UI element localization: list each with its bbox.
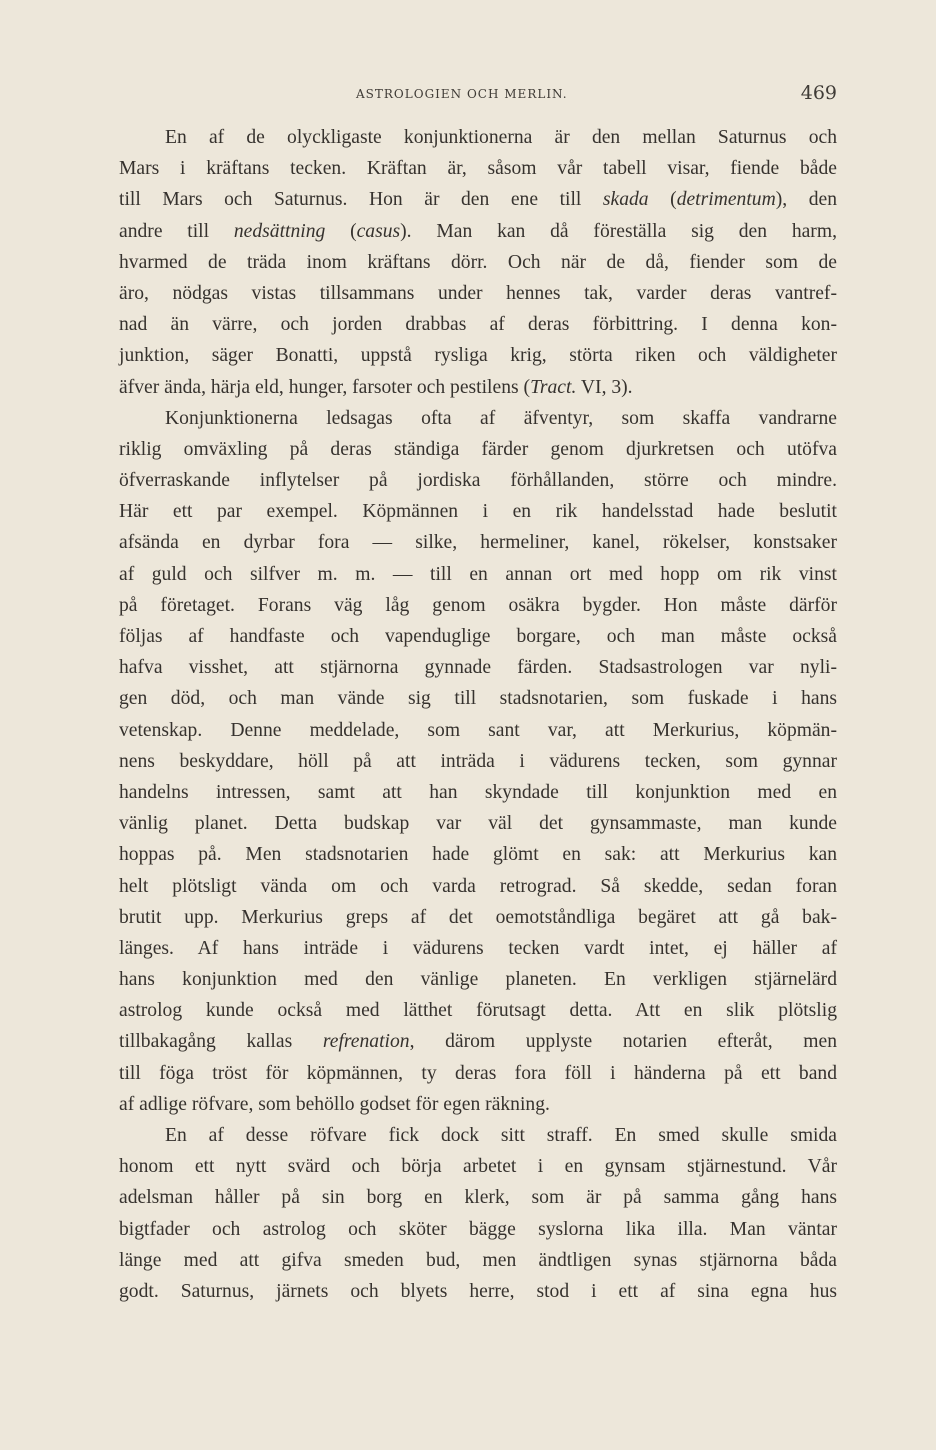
text-line	[119, 964, 837, 995]
text-line	[119, 247, 837, 278]
text-run: äfver ända, härja eld, hunger, farsoter och pestilens (	[119, 376, 531, 398]
text-line	[119, 995, 837, 1026]
text-line	[119, 839, 837, 870]
text-run: Konjunktionerna ledsagas ofta af äfventyr, som skaffa vandrarne	[165, 407, 837, 429]
italic-term: Tract.	[530, 376, 577, 398]
text-run: gen död, och man vände sig till stadsnotarien, som fuskade i hans	[119, 688, 837, 710]
text-run: af adlige röfvare, som behöllo godset för egen räkning.	[119, 1093, 550, 1115]
text-line	[119, 1058, 837, 1089]
text-line	[119, 715, 837, 746]
text-run: hvarmed de träda inom kräftans dörr. Och när de då, fiender som de	[119, 251, 837, 273]
text-run: följas af handfaste och vapenduglige borgare, och man måste också	[119, 626, 837, 647]
text-line	[119, 278, 837, 309]
italic-term: refrenation	[322, 1031, 410, 1053]
italic-term: casus	[356, 220, 401, 242]
text-run: hans konjunktion med den vänlige planeten. En verkligen stjärnelärd	[119, 969, 837, 991]
text-line	[119, 902, 837, 933]
text-run: nad än värre, och jorden drabbas af deras förbittring. I denna kon-	[119, 314, 837, 336]
text-line	[119, 683, 837, 714]
text-line	[119, 1026, 837, 1057]
text-run: (	[648, 189, 677, 211]
text-run: helt plötsligt vända om och varda retrograd. Så skedde, sedan foran	[119, 875, 837, 897]
text-run: bigtfader och astrolog och sköter bägge syslorna lika illa. Man väntar	[119, 1218, 837, 1240]
text-run: länge med att gifva smeden bud, men ändtligen synas stjärnorna båda	[119, 1249, 837, 1271]
text-line	[119, 309, 837, 340]
italic-term: detrimentum	[676, 189, 776, 211]
text-run: vetenskap. Denne meddelade, som sant var, att Merkurius, köpmän-	[119, 719, 837, 741]
text-run: tillbakagång kallas	[119, 1031, 323, 1053]
page-number: 469	[800, 82, 837, 104]
text-line	[119, 496, 837, 527]
text-run: ). Man kan då föreställa sig den harm,	[400, 220, 837, 242]
text-line	[119, 746, 837, 777]
text-line	[119, 933, 837, 964]
text-run: adelsman håller på sin borg en klerk, som är på samma gång hans	[119, 1187, 837, 1209]
italic-term: nedsättning	[233, 220, 326, 242]
text-line	[119, 216, 837, 247]
text-run: hafva visshet, att stjärnorna gynnade färden. Stadsastrologen var nyli-	[119, 657, 837, 679]
text-run: junktion, säger Bonatti, uppstå rysliga krig, störta riken och väldigheter	[119, 345, 837, 367]
text-run: Här ett par exempel. Köpmännen i en rik handelsstad hade beslutit	[119, 501, 837, 523]
text-run: En af desse röfvare fick dock sitt straff. En smed skulle smida	[165, 1125, 837, 1146]
page-header	[119, 82, 839, 106]
text-run: till Mars och Saturnus. Hon är den ene till	[119, 189, 603, 211]
text-run: äro, nödgas vistas tillsammans under hennes tak, varder deras vantref-	[119, 282, 837, 304]
text-run: afsända en dyrbar fora — silke, hermeliner, kanel, rökelser, konstsaker	[119, 532, 837, 554]
text-line	[119, 122, 837, 153]
text-line	[119, 1245, 837, 1276]
text-line	[119, 434, 837, 465]
text-run: honom ett nytt svärd och börja arbetet i en gynsam stjärnestund. Vår	[119, 1156, 837, 1178]
text-line	[119, 1089, 837, 1120]
text-line	[119, 621, 837, 652]
text-line	[119, 652, 837, 683]
text-line	[119, 153, 837, 184]
text-run: nens beskyddare, höll på att inträda i vädurens tecken, som gynnar	[119, 750, 837, 772]
paragraph	[119, 122, 837, 403]
text-run: astrolog kunde också med lätthet förutsagt detta. Att en slik plötslig	[119, 1000, 837, 1022]
text-line	[119, 184, 837, 215]
text-run: brutit upp. Merkurius greps af det oemotståndliga begäret att gå bak-	[119, 906, 837, 928]
text-run: öfverraskande inflytelser på jordiska förhållanden, större och mindre.	[119, 470, 837, 492]
text-run: ), den	[775, 189, 837, 211]
text-line	[119, 1214, 837, 1245]
text-run: godt. Saturnus, järnets och blyets herre, stod i ett af sina egna hus	[119, 1280, 837, 1302]
text-run: En af de olyckligaste konjunktionerna är den mellan Saturnus och	[165, 127, 837, 148]
text-line	[119, 1151, 837, 1182]
text-line	[119, 777, 837, 808]
text-line	[119, 465, 837, 496]
text-run: VI, 3).	[576, 376, 633, 398]
text-run: riklig omväxling på deras ständiga färder genom djurkretsen och utöfva	[119, 438, 837, 460]
text-run: till föga tröst för köpmännen, ty deras fora föll i händerna på ett band	[119, 1062, 837, 1084]
text-line	[119, 403, 837, 434]
text-line	[119, 808, 837, 839]
text-run: handelns intressen, samt att han skyndade till konjunktion med en	[119, 781, 837, 803]
text-run: vänlig planet. Detta budskap var väl det gynsammaste, man kunde	[119, 813, 837, 835]
italic-term: skada	[602, 189, 649, 211]
text-run: hoppas på. Men stadsnotarien hade glömt en sak: att Merkurius kan	[119, 844, 837, 866]
text-run: på företaget. Forans väg låg genom osäkra bygder. Hon måste därför	[119, 594, 837, 616]
text-run: af guld och silfver m. m. — till en annan ort med hopp om rik vinst	[119, 563, 837, 585]
text-run: Mars i kräftans tecken. Kräftan är, såsom vår tabell visar, fiende både	[119, 158, 837, 180]
paragraph	[119, 1120, 837, 1307]
text-line	[119, 527, 837, 558]
text-line	[119, 559, 837, 590]
text-line	[119, 1276, 837, 1307]
text-run: (	[325, 220, 357, 242]
text-run: andre till	[119, 220, 234, 242]
text-line	[119, 871, 837, 902]
text-line	[119, 340, 837, 371]
text-run: , därom upplyste notarien efteråt, men	[409, 1031, 837, 1053]
text-line	[119, 372, 837, 403]
text-line	[119, 1182, 837, 1213]
text-line	[119, 1120, 837, 1151]
paragraph	[119, 403, 837, 1120]
text-line	[119, 590, 837, 621]
body-text	[119, 122, 837, 1307]
text-run: länges. Af hans inträde i vädurens tecken vardt intet, ej häller af	[119, 937, 837, 959]
running-title: ASTROLOGIEN OCH MERLIN.	[356, 87, 568, 101]
